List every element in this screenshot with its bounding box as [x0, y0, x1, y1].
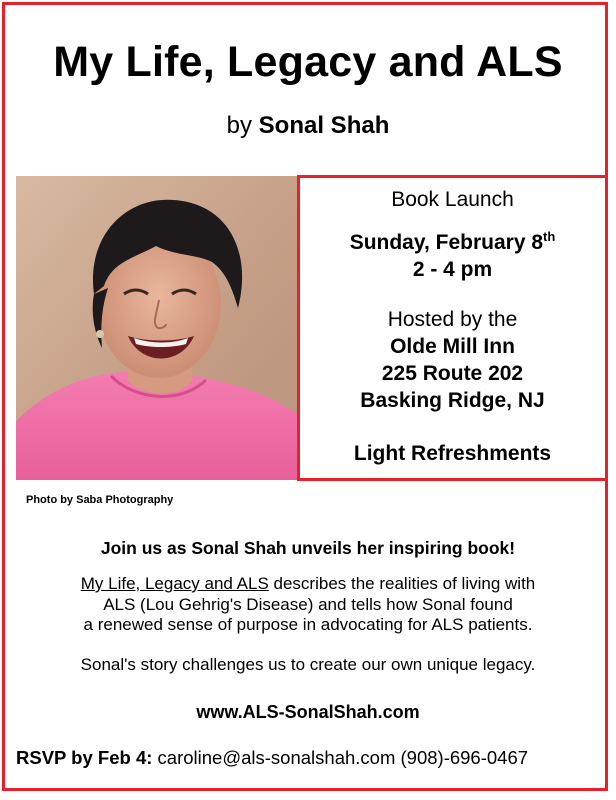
flyer-title: My Life, Legacy and ALS [53, 38, 563, 86]
event-date [300, 231, 605, 255]
refreshments: Light Refreshments [353, 442, 552, 465]
description-line3: a renewed sense of purpose in advocating for ALS patients. [83, 615, 533, 634]
author-photo [16, 176, 297, 480]
rsvp-phone: (908)-696-0467 [400, 747, 529, 768]
join-line: Join us as Sonal Shah unveils her inspiring book! [100, 538, 516, 558]
rsvp-line [16, 747, 528, 769]
venue-address: 225 Route 202 [381, 362, 524, 385]
rsvp-email[interactable]: caroline@als-sonalshah.com [157, 747, 396, 768]
venue-city: Basking Ridge, NJ [360, 389, 545, 412]
hosted-by: Hosted by the [387, 308, 518, 331]
byline [0, 112, 616, 140]
book-title-underlined: My Life, Legacy and ALS [80, 574, 269, 593]
description-line2: ALS (Lou Gehrig's Disease) and tells how Sonal found [103, 594, 513, 614]
rsvp-label: RSVP by Feb 4: [16, 747, 153, 768]
book-description [0, 574, 616, 636]
author-name: Sonal Shah [258, 112, 390, 139]
website-link[interactable]: www.ALS-SonalShah.com [196, 702, 420, 722]
event-time: 2 - 4 pm [412, 258, 493, 281]
challenge-line: Sonal's story challenges us to create our own unique legacy. [80, 655, 536, 674]
byline-prefix: by [226, 112, 252, 139]
venue-name: Olde Mill Inn [390, 335, 515, 358]
photo-credit: Photo by Saba Photography [26, 494, 174, 506]
event-date-suffix: th [543, 229, 556, 244]
event-details-box [297, 175, 608, 481]
event-heading: Book Launch [391, 188, 514, 211]
event-date-text: Sunday, February 8 [349, 231, 544, 254]
description-line1-rest: describes the realities of living with [268, 574, 536, 593]
